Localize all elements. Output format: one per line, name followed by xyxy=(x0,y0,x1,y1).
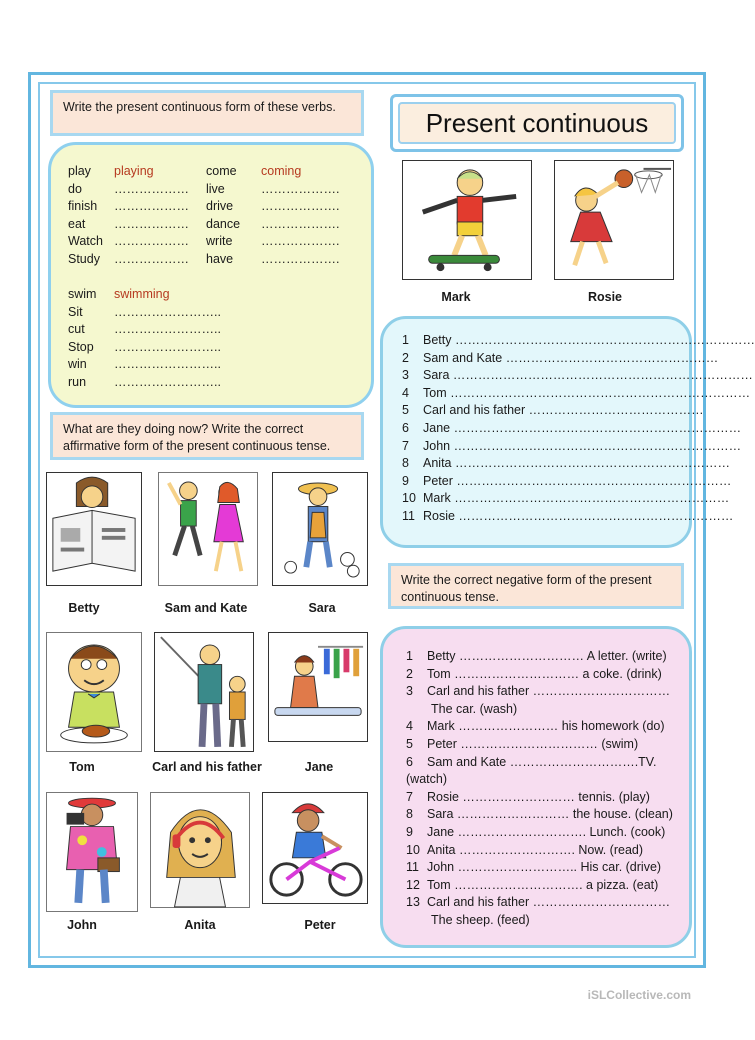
affirmative-number: 3 xyxy=(402,368,409,383)
anita-picture xyxy=(150,792,250,908)
negative-number: 2 xyxy=(406,666,413,681)
negative-number: 4 xyxy=(406,719,413,734)
carl-caption: Carl and his father xyxy=(152,760,262,774)
jane-caption: Jane xyxy=(304,760,334,774)
cycling-boy-icon xyxy=(263,793,367,903)
verb-word: drive xyxy=(206,199,234,214)
fishing-father-son-icon xyxy=(155,633,253,751)
affirmative-instruction xyxy=(50,412,364,460)
verb-word: do xyxy=(68,181,82,196)
verb-word: eat xyxy=(68,216,86,231)
verb-answer: playing xyxy=(114,164,154,178)
tom-caption: Tom xyxy=(69,760,95,774)
tom-picture xyxy=(46,632,142,752)
verb-answer: …………………….. xyxy=(114,357,221,372)
verb-answer: …………………….. xyxy=(114,375,221,389)
sara-caption: Sara xyxy=(308,601,336,615)
affirmative-instruction-text: What are they doing now? Write the correct affirmative form of the present continuous tense. xyxy=(63,422,331,453)
negative-number: 1 xyxy=(406,649,413,663)
dancing-couple-icon xyxy=(159,473,257,585)
negative-number: 12 xyxy=(406,877,420,892)
peter-picture xyxy=(262,792,368,904)
affirmative-line: Rosie ………………………………………………………… xyxy=(423,509,734,523)
verb-word: Watch xyxy=(68,234,103,249)
affirmative-line: John …………………………………………………………… xyxy=(423,438,742,453)
verb-answer: ………………. xyxy=(261,252,340,266)
negative-number: 5 xyxy=(406,737,413,751)
sam-kate-picture xyxy=(158,472,258,586)
affirmative-line: Carl and his father …………………………………… xyxy=(423,403,704,418)
skateboard-boy-icon xyxy=(403,161,531,279)
betty-picture xyxy=(46,472,142,586)
john-caption: John xyxy=(67,918,97,932)
affirmative-number: 6 xyxy=(402,421,409,435)
affirmative-number: 8 xyxy=(402,456,409,471)
verbs-instruction-text: Write the present continuous form of these verbs. xyxy=(63,100,336,114)
affirmative-line: Tom ……………………………………………………………… xyxy=(423,385,751,400)
tourist-camera-icon xyxy=(47,793,137,911)
verb-word: play xyxy=(68,164,91,178)
verb-word: run xyxy=(68,375,87,389)
negative-line: Carl and his father …………………………… xyxy=(427,684,671,699)
verb-answer: ……………… xyxy=(114,199,189,214)
verb-answer: ………………. xyxy=(261,234,340,249)
mark-picture xyxy=(402,160,532,280)
farm-girl-icon xyxy=(273,473,367,585)
negative-instruction-text: Write the correct negative form of the present continuous tense. xyxy=(401,573,652,604)
verb-answer: ………………. xyxy=(261,216,340,231)
verb-answer: ………………. xyxy=(261,199,340,214)
negative-instruction xyxy=(388,563,684,609)
mark-caption: Mark xyxy=(441,290,471,304)
verb-answer: …………………….. xyxy=(114,339,221,354)
negative-number: 9 xyxy=(406,825,413,839)
negative-line: Rosie ……………………… tennis. (play) xyxy=(427,789,650,804)
affirmative-number: 7 xyxy=(402,438,409,453)
jane-picture xyxy=(268,632,368,742)
page-title: Present continuous xyxy=(398,102,676,144)
verb-word: come xyxy=(206,164,237,178)
affirmative-line: Sam and Kate …………………………………………… xyxy=(423,350,719,365)
verb-answer: …………………….. xyxy=(114,322,221,337)
negative-line: The sheep. (feed) xyxy=(431,913,530,927)
headphones-girl-icon xyxy=(151,793,249,907)
verb-word: Stop xyxy=(68,339,94,354)
affirmative-number: 5 xyxy=(402,403,409,418)
verb-word: live xyxy=(206,181,225,196)
affirmative-line: Mark ………………………………………………………… xyxy=(423,491,730,506)
verb-answer: ……………… xyxy=(114,181,189,196)
carl-picture xyxy=(154,632,254,752)
peter-caption: Peter xyxy=(304,918,336,932)
negative-number: 6 xyxy=(406,754,413,769)
verb-answer: ……………… xyxy=(114,234,189,249)
affirmative-number: 4 xyxy=(402,385,409,400)
negative-number: 7 xyxy=(406,789,413,804)
title-box xyxy=(390,94,684,152)
verb-word: write xyxy=(206,234,233,249)
verb-answer: ………………. xyxy=(261,181,340,196)
sara-picture xyxy=(272,472,368,586)
john-picture xyxy=(46,792,138,912)
affirmative-line: Peter ………………………………………………………… xyxy=(423,473,732,488)
negative-line: Carl and his father …………………………… xyxy=(427,895,671,910)
negative-line: John ……………………….. His car. (drive) xyxy=(427,860,662,875)
affirmative-number: 10 xyxy=(402,491,416,506)
verb-answer: ……………… xyxy=(114,216,189,231)
verb-word: win xyxy=(68,357,87,372)
negative-line: (watch) xyxy=(406,772,447,787)
verbs-instruction xyxy=(50,90,364,136)
affirmative-number: 2 xyxy=(402,350,409,365)
negative-number: 10 xyxy=(406,842,420,857)
affirmative-line: Betty ……………………………………………………………… xyxy=(423,333,755,347)
negative-line: The car. (wash) xyxy=(431,701,518,716)
affirmative-line: Jane …………………………………………………………… xyxy=(423,421,742,435)
negative-line: Jane …………………………. Lunch. (cook) xyxy=(427,825,666,839)
anita-caption: Anita xyxy=(184,918,216,932)
negative-number: 11 xyxy=(406,860,419,875)
verb-answer: swimming xyxy=(114,287,170,301)
negative-line: Sara ……………………… the house. (clean) xyxy=(427,807,673,822)
negative-number: 3 xyxy=(406,684,413,699)
affirmative-number: 11 xyxy=(402,509,415,523)
verb-word: Sit xyxy=(68,304,83,319)
verb-word: have xyxy=(206,252,234,266)
verb-answer: ……………… xyxy=(114,252,189,266)
rosie-picture xyxy=(554,160,674,280)
betty-caption: Betty xyxy=(68,601,100,615)
negative-line: Sam and Kate ………………………….TV. xyxy=(427,754,657,769)
sam-kate-caption: Sam and Kate xyxy=(164,601,248,615)
negative-line: Tom …………………………. a pizza. (eat) xyxy=(427,877,659,892)
negative-line: Tom ………………………… a coke. (drink) xyxy=(427,666,662,681)
verb-word: finish xyxy=(68,199,98,214)
negative-line: Mark …………………… his homework (do) xyxy=(427,719,665,734)
verb-word: cut xyxy=(68,322,85,337)
verb-answer: …………………….. xyxy=(114,304,221,319)
cooking-woman-icon xyxy=(269,633,367,741)
affirmative-line: Anita ………………………………………………………… xyxy=(423,456,730,471)
verb-word: swim xyxy=(68,287,97,301)
negative-line: Betty ………………………… A letter. (write) xyxy=(427,649,667,663)
basketball-girl-icon xyxy=(555,161,673,279)
affirmative-number: 9 xyxy=(402,473,409,488)
rosie-caption: Rosie xyxy=(587,290,623,304)
negative-line: Peter …………………………… (swim) xyxy=(427,737,639,751)
negative-number: 13 xyxy=(406,895,420,910)
verb-answer: coming xyxy=(261,164,302,178)
eating-boy-icon xyxy=(47,633,141,751)
newspaper-reader-icon xyxy=(47,473,141,585)
verb-word: dance xyxy=(206,216,241,231)
verb-word: Study xyxy=(68,252,100,266)
watermark: iSLCollective.com xyxy=(587,988,691,1002)
affirmative-number: 1 xyxy=(402,333,409,347)
negative-line: Anita ………………………. Now. (read) xyxy=(427,842,644,857)
negative-number: 8 xyxy=(406,807,413,822)
affirmative-line: Sara ……………………………………………………………… xyxy=(423,368,753,383)
